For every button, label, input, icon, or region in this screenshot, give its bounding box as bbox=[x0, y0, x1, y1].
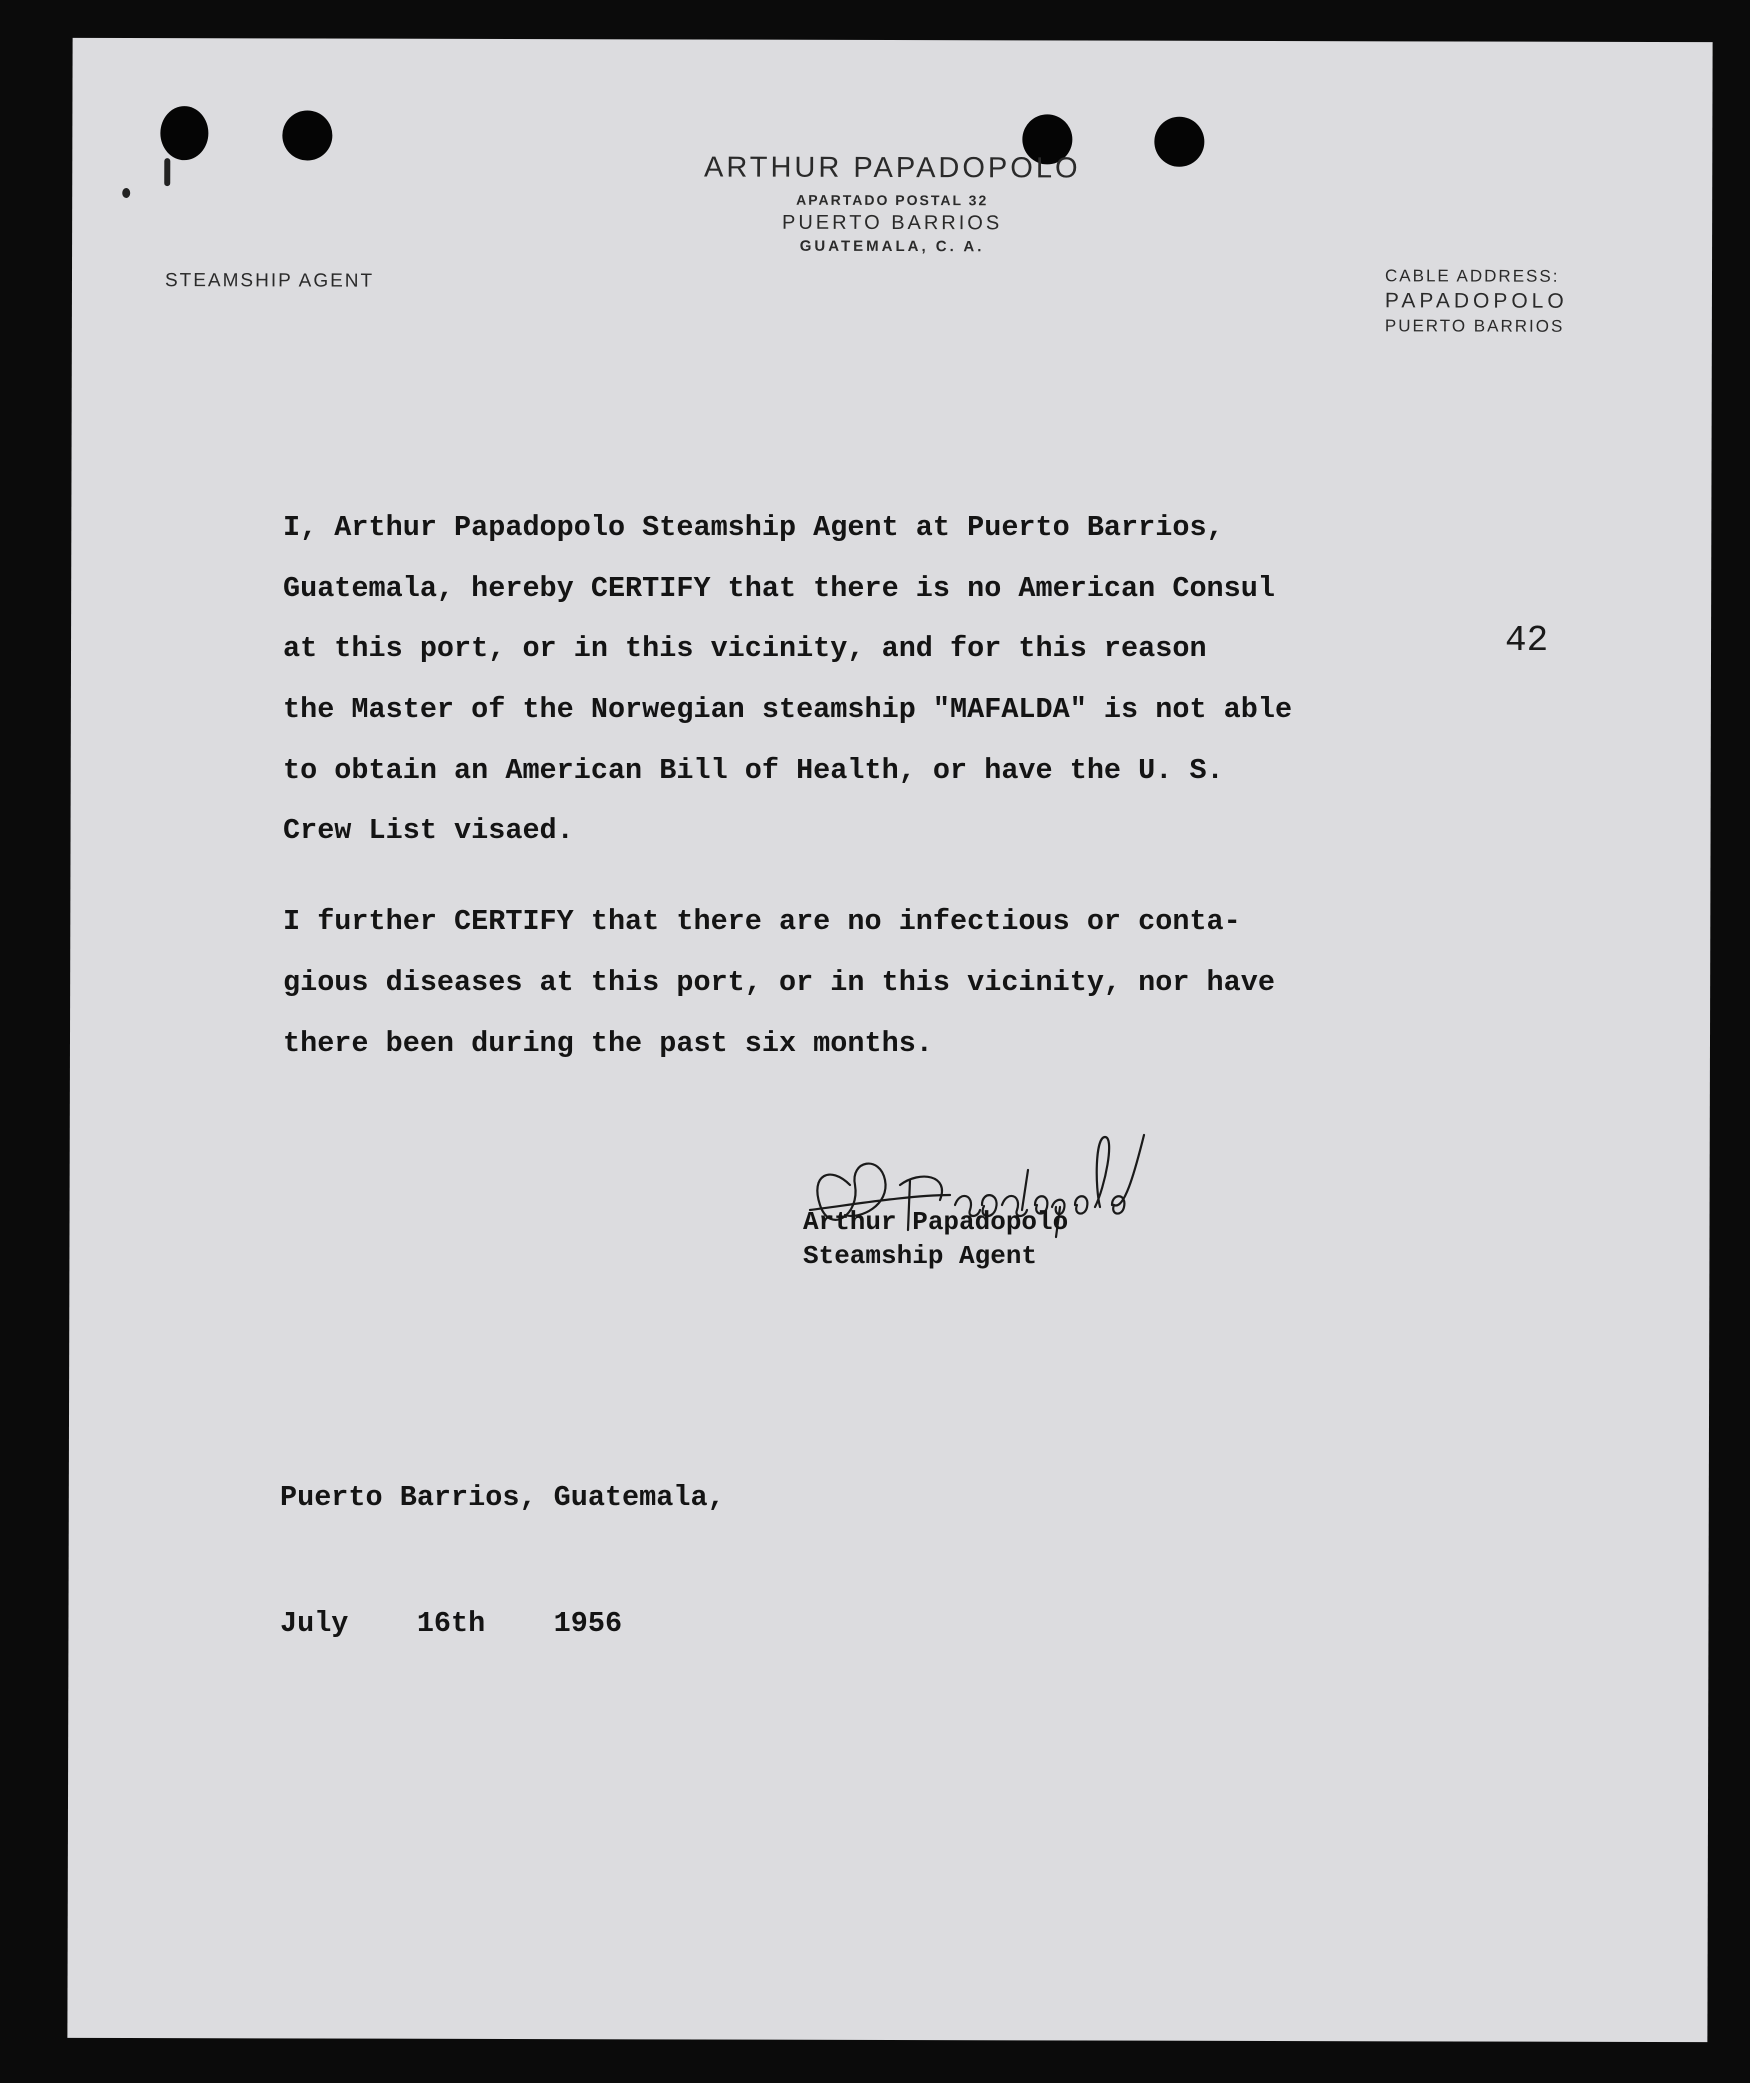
place-date bbox=[280, 1412, 725, 1697]
letterhead-name: ARTHUR PAPADOPOLO bbox=[703, 151, 1081, 185]
letterhead-apartado: APARTADO POSTAL 32 bbox=[796, 191, 989, 209]
letterhead-city: PUERTO BARRIOS bbox=[782, 211, 1003, 235]
page-number: 42 bbox=[1505, 620, 1549, 661]
body-line: Guatemala, hereby CERTIFY that there is no American Consul bbox=[283, 571, 1275, 605]
body-line: there been during the past six months. bbox=[283, 1026, 933, 1060]
cable-name: PAPADOPOLO bbox=[1384, 289, 1568, 313]
body-line: Crew List visaed. bbox=[283, 814, 574, 848]
letterhead-country: GUATEMALA, C. A. bbox=[799, 237, 985, 256]
signature-block bbox=[803, 1205, 1068, 1273]
body-line: I further CERTIFY that there are no infectious or conta- bbox=[283, 905, 1241, 939]
body-line: I, Arthur Papadopolo Steamship Agent at Puerto Barrios, bbox=[283, 511, 1224, 544]
place-line: Puerto Barrios, Guatemala, bbox=[280, 1481, 725, 1514]
date-line: July 16th 1956 bbox=[280, 1607, 623, 1640]
body-line: gious diseases at this port, or in this vicinity, nor have bbox=[283, 965, 1275, 999]
body-line: the Master of the Norwegian steamship "MAFALDA" is not able bbox=[283, 693, 1293, 727]
letterhead-title: STEAMSHIP AGENT bbox=[164, 270, 375, 292]
body-line: at this port, or in this vicinity, and for this reason bbox=[283, 632, 1207, 666]
signer-name: Arthur Papadopolo bbox=[803, 1207, 1069, 1237]
body-line: to obtain an American Bill of Health, or have the U. S. bbox=[283, 753, 1224, 787]
paragraph-gap bbox=[283, 872, 1292, 902]
cable-address bbox=[1385, 263, 1568, 338]
cable-label: CABLE ADDRESS: bbox=[1384, 266, 1560, 286]
signer-title: Steamship Agent bbox=[803, 1241, 1038, 1271]
certificate-body bbox=[283, 508, 1292, 1084]
cable-city: PUERTO BARRIOS bbox=[1384, 316, 1565, 336]
